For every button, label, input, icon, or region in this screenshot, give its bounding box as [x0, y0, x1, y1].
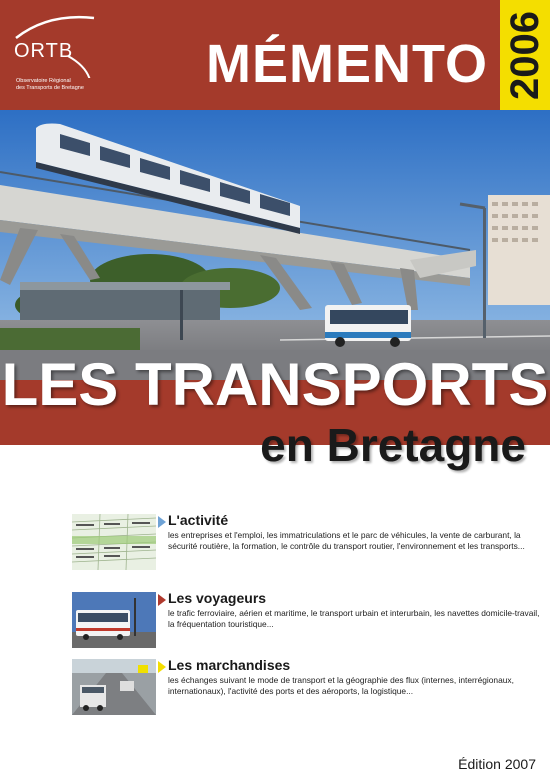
edition-label: Édition 2007: [458, 756, 536, 772]
section-arrow-icon: [158, 516, 166, 528]
ortb-logo: [8, 8, 128, 100]
logo-subtitle-line2: des Transports de Bretagne: [16, 85, 84, 91]
section-title: Les marchandises: [168, 657, 291, 673]
truck-image-icon: [72, 659, 156, 715]
section-arrow-icon: [158, 594, 166, 606]
year-text: 2006: [502, 10, 547, 100]
logo-subtitle-line1: Observatoire Régional: [16, 78, 71, 84]
spreadsheet-thumbnail: [72, 514, 156, 570]
section-arrow-icon: [158, 661, 166, 673]
cover-photo: [0, 110, 550, 380]
section-text: le trafic ferroviaire, aérien et maritime, le transport urbain et interurbain, les navettes domicile-travail, la fréquentation touristique...: [168, 608, 540, 629]
year-label: [500, 0, 550, 110]
section-title: L'activité: [168, 512, 229, 528]
main-title: LES TRANSPORTS: [1, 351, 549, 418]
section-activite: [72, 514, 542, 574]
logo-subtitle: [16, 78, 84, 92]
header-band: [0, 0, 550, 110]
logo-text: ORTB: [14, 40, 74, 62]
metro-viaduct-photo: [0, 110, 550, 380]
sub-title: en Bretagne: [260, 419, 526, 471]
section-title: Les voyageurs: [168, 590, 267, 606]
truck-thumbnail: [72, 659, 156, 715]
memento-title: MÉMENTO: [206, 34, 489, 94]
section-text: les échanges suivant le mode de transport et la géographie des flux (internes, interrégionaux, internationaux), l'activité des ports et des aéroports, la logistique...: [168, 675, 514, 696]
section-marchandises: [72, 659, 542, 719]
section-text: les entreprises et l'emploi, les immatriculations et le parc de véhicules, la vente de carburant, la sécurité routière, la formation, le contrôle du transport routier, l'environnement et les transports...: [168, 530, 525, 551]
bus-image-icon: [72, 592, 156, 648]
spreadsheet-image-icon: [72, 514, 156, 570]
section-voyageurs: [72, 592, 542, 652]
bus-thumbnail: [72, 592, 156, 648]
